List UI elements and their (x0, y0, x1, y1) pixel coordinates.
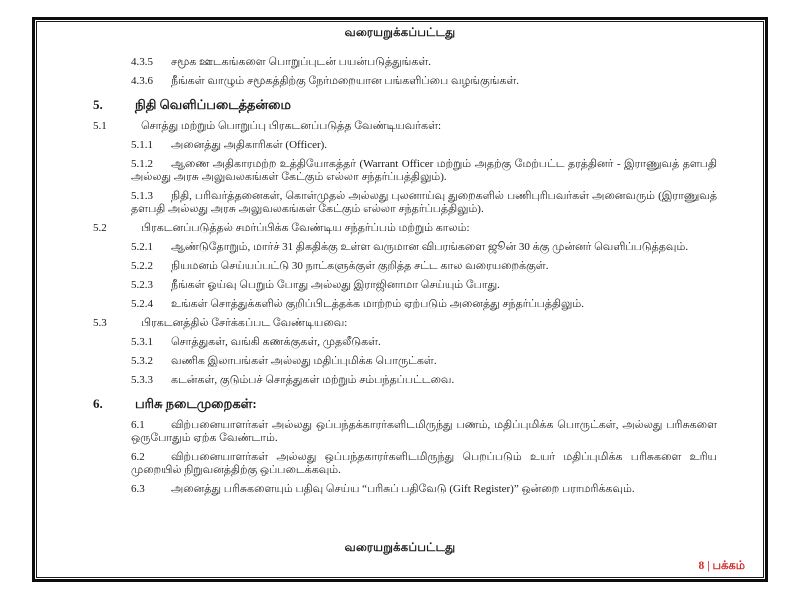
page-number: 8 | பக்கம் (698, 560, 745, 572)
clause-number: 6.3 (131, 483, 145, 495)
clause-6-1 (131, 419, 717, 445)
clause-number: 5.2.2 (131, 260, 153, 272)
clause-text: நியமனம் செய்யப்பட்டு 30 நாட்களுக்குள் குறித்த சட்ட கால வரையறைக்குள். (171, 260, 549, 272)
clause-text: நீங்கள் ஓய்வு பெறும் போது அல்லது இராஜினாமா செய்யும் போது. (171, 279, 500, 291)
clause-number: 5.1.2 (131, 158, 153, 170)
clause-number: 5.1.3 (131, 190, 153, 202)
clause-number: 5.1 (93, 120, 107, 132)
clause-4-3-6 (131, 75, 717, 88)
clause-text: நிதி, பரிவர்த்தனைகள், கொள்முதல் அல்லது புலனாய்வு துறைகளில் பணிபுரிபவர்கள் அனைவரும் (இராணுவத் தளபதி அல்லது அரசு அலுவலகங்கள் கேட்கும் எல்லா சந்தர்ப்பத்திலும்). (131, 190, 717, 215)
clause-5-3-1 (131, 336, 717, 349)
clause-text: விற்பனையாளர்கள் அல்லது ஒப்பந்தக்காரர்களிடமிருந்து பணம், மதிப்புமிக்க பொருட்கள், அல்லது பரிசுகளை ஒருபோதும் ஏற்க வேண்டாம். (131, 419, 717, 444)
section-5-heading (93, 97, 717, 112)
clause-5-2-4 (131, 298, 717, 311)
clause-text: சொத்து மற்றும் பொறுப்பு பிரகடனப்படுத்த வேண்டியவர்கள்: (141, 120, 442, 132)
section-number: 5. (93, 97, 103, 112)
clause-text: அனைத்து அதிகாரிகள் (Officer). (171, 139, 328, 151)
clause-4-3-5 (131, 56, 717, 69)
clause-5-1-3 (131, 190, 717, 216)
clause-text: சமூக ஊடகங்களை பொறுப்புடன் பயன்படுத்துங்கள். (171, 56, 432, 68)
clause-5-2-1 (131, 241, 717, 254)
page-border (36, 21, 764, 578)
section-6-heading (93, 396, 717, 411)
clause-number: 5.2.1 (131, 241, 153, 253)
clause-number: 5.2.4 (131, 298, 153, 310)
document-page (32, 17, 768, 582)
clause-5-1-2 (131, 158, 717, 184)
clause-number: 5.3 (93, 317, 107, 329)
clause-number: 5.1.1 (131, 139, 153, 151)
clause-number: 5.3.2 (131, 355, 153, 367)
section-title: பரிசு நடைமுறைகள்: (135, 396, 257, 411)
clause-text: பிரகடனத்தில் சேர்க்கப்பட வேண்டியவை: (141, 317, 348, 329)
clause-5-2-3 (131, 279, 717, 292)
document-body (37, 41, 763, 496)
section-number: 6. (93, 396, 103, 411)
clause-text: பிரகடனப்படுத்தல் சமர்ப்பிக்க வேண்டிய சந்தர்ப்பம் மற்றும் காலம்: (141, 222, 470, 234)
clause-text: சொத்துகள், வங்கி கணக்குகள், முதலீடுகள். (171, 336, 381, 348)
clause-text: அனைத்து பரிசுகளையும் பதிவு செய்ய “பரிசுப் பதிவேடு (Gift Register)” ஒன்றை பராமரிக்கவும். (171, 483, 635, 495)
clause-number: 4.3.5 (131, 56, 153, 68)
clause-text: வணிக இலாபங்கள் அல்லது மதிப்புமிக்க பொருட்கள். (171, 355, 437, 367)
clause-number: 4.3.6 (131, 75, 153, 87)
clause-6-3 (131, 483, 717, 496)
clause-5-1 (93, 120, 717, 133)
clause-5-3-2 (131, 355, 717, 368)
clause-5-2-2 (131, 260, 717, 273)
classification-header: வரையறுக்கப்பட்டது (344, 27, 456, 39)
classification-footer: வரையறுக்கப்பட்டது (344, 542, 456, 554)
clause-5-3 (93, 317, 717, 330)
clause-number: 5.3.3 (131, 374, 153, 386)
clause-5-1-1 (131, 139, 717, 152)
section-title: நிதி வெளிப்படைத்தன்மை (135, 97, 291, 112)
clause-text: நீங்கள் வாழும் சமூகத்திற்கு நேர்மறையான பங்களிப்பை வழங்குங்கள். (171, 75, 520, 87)
clause-text: உங்கள் சொத்துக்களில் குறிப்பிடத்தக்க மாற்றம் ஏற்படும் அனைத்து சந்தர்ப்பத்திலும். (171, 298, 584, 310)
clause-number: 5.2.3 (131, 279, 153, 291)
clause-text: கடன்கள், குடும்பச் சொத்துகள் மற்றும் சம்பந்தப்பட்டவை. (171, 374, 455, 386)
clause-number: 6.1 (131, 419, 145, 431)
clause-number: 5.3.1 (131, 336, 153, 348)
clause-6-2 (131, 451, 717, 477)
clause-number: 6.2 (131, 451, 145, 463)
clause-number: 5.2 (93, 222, 107, 234)
clause-5-2 (93, 222, 717, 235)
clause-text: ஆண்டுதோறும், மார்ச் 31 திகதிக்கு உள்ள வருமான விபரங்களை ஜூன் 30 க்கு முன்னர் வெளிப்படுத்தவும். (171, 241, 689, 253)
clause-text: ஆணை அதிகாரமற்ற உத்தியோகத்தர் (Warrant Officer மற்றும் அதற்கு மேற்பட்ட தரத்தினர் - இராணுவத் தளபதி அல்லது அரசு அலுவலகங்கள் கேட்கும் எல்லா சந்தர்ப்பத்திலும்). (131, 158, 717, 183)
clause-5-3-3 (131, 374, 717, 387)
clause-text: விற்பனையாளர்கள் அல்லது ஒப்பந்தகாரர்களிடமிருந்து பெறப்படும் உயர் மதிப்புமிக்க பரிசுகளை உரிய முறையில் நிறுவனத்திற்கு ஒப்படைக்கவும். (131, 451, 717, 476)
